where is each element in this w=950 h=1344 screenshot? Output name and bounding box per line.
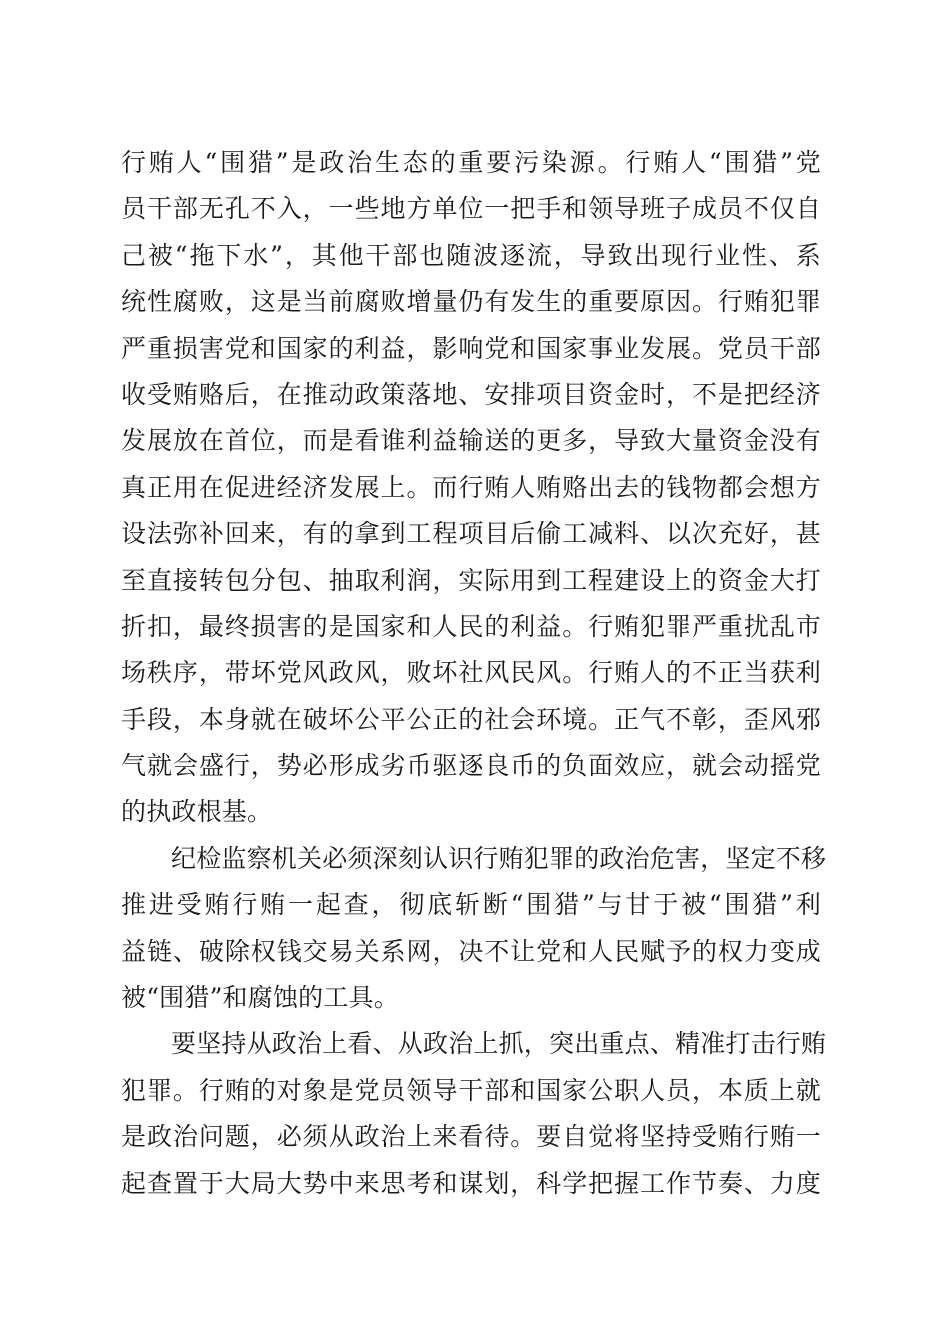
paragraph-2-line-2: 推进受贿行贿一起查，彻底斩断“围猎”与甘于被“围猎”利 bbox=[121, 890, 821, 920]
paragraph-2-line-1: 纪检监察机关必须深刻认识行贿犯罪的政治危害，坚定不移 bbox=[171, 843, 827, 873]
paragraph-1-line-13: 手段，本身就在破坏公平公正的社会环境。正气不彰，歪风邪 bbox=[121, 704, 821, 734]
paragraph-3-line-3: 是政治问题，必须从政治上来看待。要自觉将坚持受贿行贿一 bbox=[121, 1122, 821, 1152]
paragraph-3-line-1: 要坚持从政治上看、从政治上抓，突出重点、精准打击行贿 bbox=[171, 1029, 827, 1059]
paragraph-1-line-7: 发展放在首位，而是看谁利益输送的更多，导致大量资金没有 bbox=[121, 426, 821, 456]
paragraph-3-line-2: 犯罪。行贿的对象是党员领导干部和国家公职人员，本质上就 bbox=[121, 1075, 821, 1105]
paragraph-1-line-14: 气就会盛行，势必形成劣币驱逐良币的负面效应，就会动摇党 bbox=[121, 751, 821, 781]
document-body bbox=[121, 140, 827, 1207]
paragraph-3-line-4: 起查置于大局大势中来思考和谋划，科学把握工作节奏、力度 bbox=[121, 1168, 821, 1198]
paragraph-2-line-4: 被“围猎”和腐蚀的工具。 bbox=[121, 983, 399, 1013]
paragraph-1-line-3: 己被“拖下水”，其他干部也随波逐流，导致出现行业性、系 bbox=[121, 240, 821, 270]
paragraph-1-line-8: 真正用在促进经济发展上。而行贿人贿赂出去的钱物都会想方 bbox=[121, 472, 821, 502]
paragraph-1-line-1: 行贿人“围猎”是政治生态的重要污染源。行贿人“围猎”党 bbox=[121, 148, 821, 177]
paragraph-1-line-9: 设法弥补回来，有的拿到工程项目后偷工减料、以次充好，甚 bbox=[121, 519, 821, 549]
paragraph-1-line-12: 场秩序，带坏党风政风，败坏社风民风。行贿人的不正当获利 bbox=[121, 658, 821, 688]
paragraph-1-line-11: 折扣，最终损害的是国家和人民的利益。行贿犯罪严重扰乱市 bbox=[121, 611, 821, 641]
paragraph-1-line-4: 统性腐败，这是当前腐败增量仍有发生的重要原因。行贿犯罪 bbox=[121, 287, 821, 317]
paragraph-2-line-3: 益链、破除权钱交易关系网，决不让党和人民赋予的权力变成 bbox=[121, 936, 821, 966]
paragraph-1-line-2: 员干部无孔不入，一些地方单位一把手和领导班子成员不仅自 bbox=[121, 194, 821, 224]
paragraph-1-line-10: 至直接转包分包、抽取利润，实际用到工程建设上的资金大打 bbox=[121, 565, 821, 595]
paragraph-1-line-15: 的执政根基。 bbox=[121, 797, 273, 827]
paragraph-1-line-5: 严重损害党和国家的利益，影响党和国家事业发展。党员干部 bbox=[121, 333, 821, 363]
paragraph-1-line-6: 收受贿赂后，在推动政策落地、安排项目资金时，不是把经济 bbox=[121, 379, 821, 409]
